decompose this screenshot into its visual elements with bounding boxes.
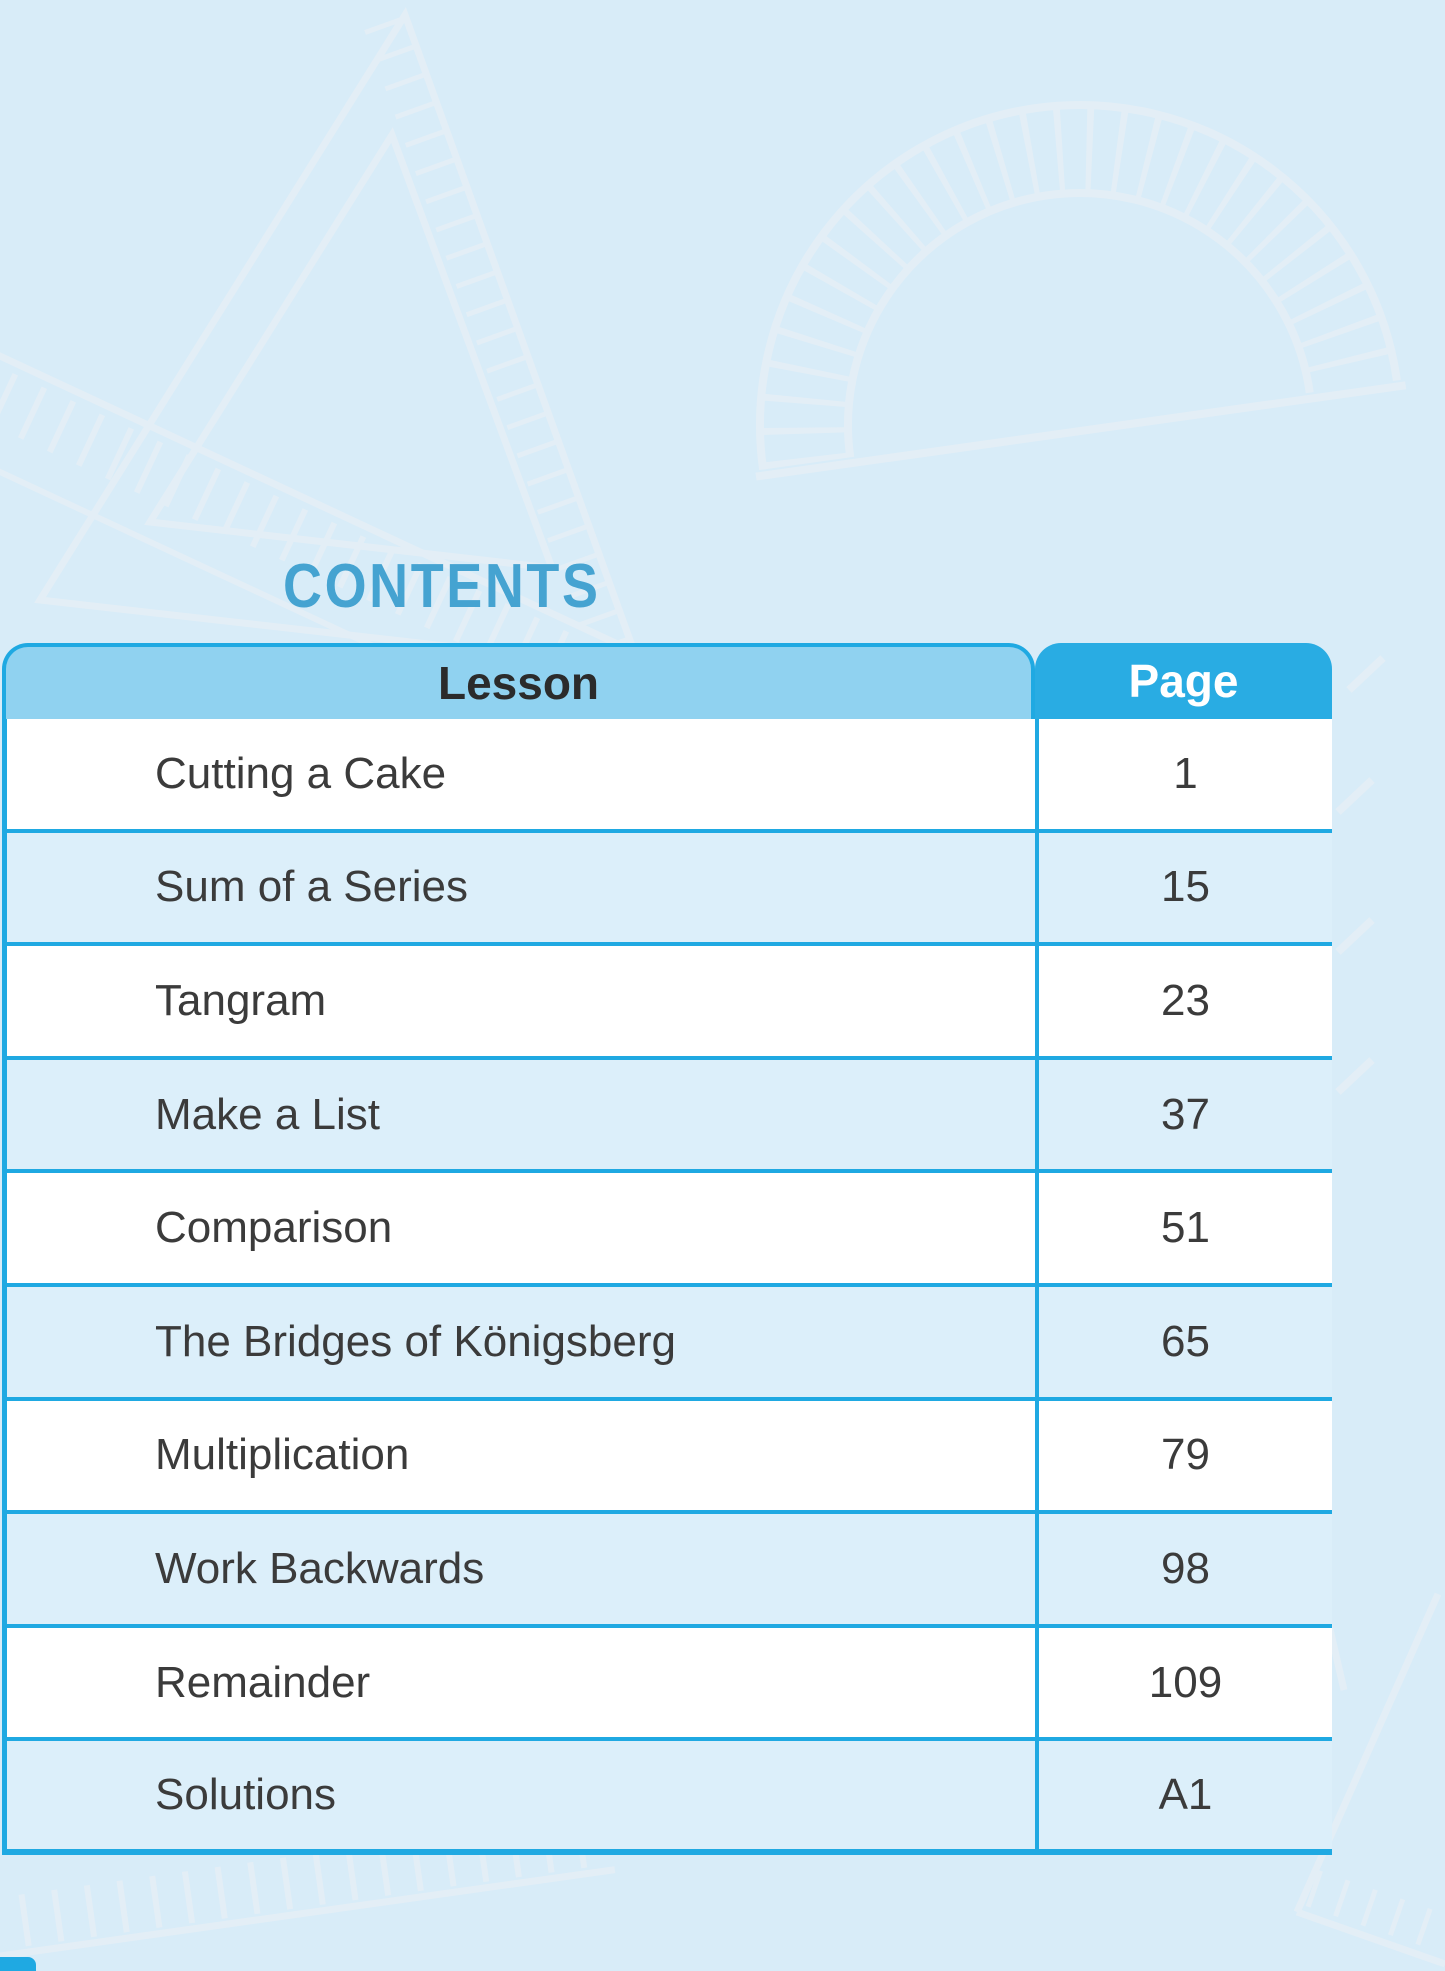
page-cell bbox=[1035, 719, 1332, 829]
table-row bbox=[2, 1741, 1332, 1855]
table-row bbox=[2, 719, 1332, 833]
lesson-label: Solutions bbox=[155, 1770, 337, 1820]
page-title: CONTENTS bbox=[283, 552, 601, 621]
page-column-header bbox=[1035, 643, 1332, 719]
lesson-column-label: Lesson bbox=[437, 657, 600, 709]
lesson-label: Remainder bbox=[155, 1657, 371, 1707]
bottom-ruler-icon bbox=[0, 1838, 615, 1962]
page-column-label: Page bbox=[1128, 655, 1239, 707]
table-row bbox=[2, 1401, 1332, 1515]
corner-chip-decoration bbox=[0, 1957, 36, 1971]
lesson-label: Tangram bbox=[155, 975, 327, 1025]
page-number: 79 bbox=[1161, 1430, 1210, 1480]
page-number: 109 bbox=[1148, 1657, 1223, 1707]
lesson-label: Cutting a Cake bbox=[155, 748, 447, 798]
lesson-cell bbox=[7, 1173, 1035, 1283]
page-number: 65 bbox=[1161, 1316, 1210, 1366]
edge-ruler-ticks-icon bbox=[1338, 658, 1383, 1092]
table-row bbox=[2, 1514, 1332, 1628]
page-cell bbox=[1035, 1514, 1332, 1624]
page-number: 98 bbox=[1161, 1543, 1210, 1593]
lesson-label: The Bridges of Königsberg bbox=[155, 1316, 676, 1366]
page-cell bbox=[1035, 1060, 1332, 1170]
contents-table bbox=[2, 643, 1332, 1855]
table-row bbox=[2, 833, 1332, 947]
page-cell bbox=[1035, 1401, 1332, 1511]
lesson-cell bbox=[7, 1401, 1035, 1511]
lesson-cell bbox=[7, 833, 1035, 943]
lesson-label: Multiplication bbox=[155, 1430, 410, 1480]
page-number: A1 bbox=[1158, 1770, 1213, 1820]
page-cell bbox=[1035, 1741, 1332, 1849]
lesson-column-header bbox=[2, 643, 1035, 719]
lesson-cell bbox=[7, 1628, 1035, 1738]
table-header-row bbox=[2, 643, 1332, 719]
page-number: 1 bbox=[1173, 748, 1198, 798]
table-body bbox=[2, 719, 1332, 1855]
lesson-label: Comparison bbox=[155, 1203, 393, 1253]
page-number: 37 bbox=[1161, 1089, 1210, 1139]
page-cell bbox=[1035, 833, 1332, 943]
table-row bbox=[2, 1628, 1332, 1742]
page-number: 15 bbox=[1161, 862, 1210, 912]
lesson-cell bbox=[7, 1060, 1035, 1170]
table-row bbox=[2, 946, 1332, 1060]
page-cell bbox=[1035, 1287, 1332, 1397]
page-cell bbox=[1035, 1628, 1332, 1738]
page-cell bbox=[1035, 1173, 1332, 1283]
lesson-cell bbox=[7, 1741, 1035, 1849]
lesson-label: Make a List bbox=[155, 1089, 380, 1139]
table-row bbox=[2, 1287, 1332, 1401]
lesson-cell bbox=[7, 946, 1035, 1056]
lesson-label: Work Backwards bbox=[155, 1543, 485, 1593]
table-row bbox=[2, 1173, 1332, 1287]
page-number: 51 bbox=[1161, 1203, 1210, 1253]
table-row bbox=[2, 1060, 1332, 1174]
lesson-cell bbox=[7, 1287, 1035, 1397]
lesson-cell bbox=[7, 719, 1035, 829]
protractor-icon bbox=[711, 62, 1406, 476]
page-cell bbox=[1035, 946, 1332, 1056]
lesson-cell bbox=[7, 1514, 1035, 1624]
page-number: 23 bbox=[1161, 975, 1210, 1025]
lesson-label: Sum of a Series bbox=[155, 862, 469, 912]
